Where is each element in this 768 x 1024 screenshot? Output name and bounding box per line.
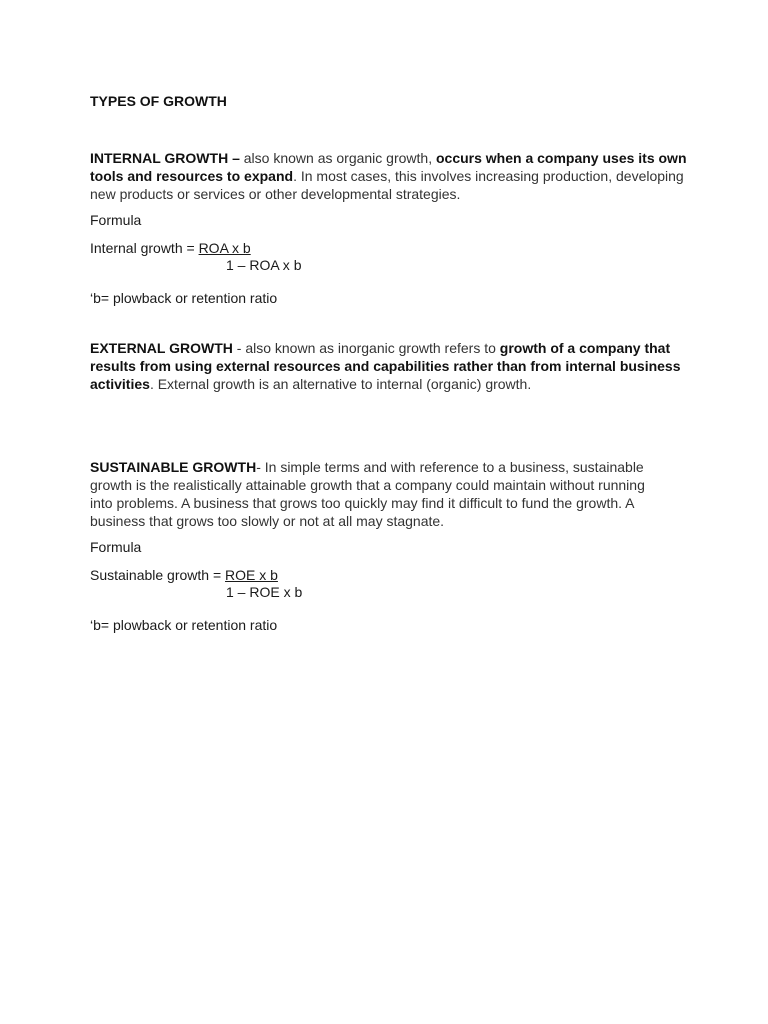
internal-formula-numerator: ROA x b [198, 240, 251, 256]
sustainable-growth-paragraph [90, 458, 650, 530]
internal-growth-separator: – [228, 150, 244, 166]
internal-formula-lhs: Internal growth = [90, 240, 199, 256]
page-title: TYPES OF GROWTH [90, 93, 227, 109]
external-growth-bold-definition: growth of a company that results from using external resources and capabilities rather than from internal business activities [90, 340, 681, 392]
sustainable-formula-denominator: 1 – ROE x b [226, 584, 303, 600]
sustainable-growth-text: In simple terms and with reference to a business, sustainable growth is the realistically attainable growth that a company could maintain without running into problems. A business that grows too quickly may find it difficult to fund the growth. A business that grows too slowly or not at all may stagnate. [90, 459, 645, 529]
external-growth-rest: . External growth is an alternative to internal (organic) growth. [149, 376, 532, 392]
sustainable-formula [90, 566, 278, 584]
internal-formula [90, 239, 251, 257]
sustainable-formula-note: ‘b= plowback or retention ratio [90, 617, 278, 633]
internal-growth-rest: . In most cases, this involves increasing production, developing new products or services or other developmental strategies. [90, 168, 684, 202]
external-growth-term: EXTERNAL GROWTH [90, 340, 233, 356]
sustainable-growth-separator: - [256, 459, 265, 475]
sustainable-formula-label: Formula [90, 539, 142, 555]
internal-growth-term: INTERNAL GROWTH [90, 150, 229, 166]
sustainable-formula-numerator: ROE x b [225, 567, 278, 583]
external-growth-paragraph [90, 339, 690, 393]
internal-growth-paragraph [90, 149, 690, 203]
internal-formula-note: ‘b= plowback or retention ratio [90, 290, 278, 306]
external-growth-intro: also known as inorganic growth refers to [245, 340, 500, 356]
internal-formula-label: Formula [90, 212, 142, 228]
external-growth-separator: - [232, 340, 246, 356]
internal-formula-denominator: 1 – ROA x b [226, 257, 302, 273]
sustainable-formula-lhs: Sustainable growth = [90, 567, 226, 583]
internal-growth-bold-definition: occurs when a company uses its own tools and resources to expand [90, 150, 687, 184]
sustainable-growth-term: SUSTAINABLE GROWTH [90, 459, 257, 475]
internal-growth-intro: also known as organic growth, [243, 150, 436, 166]
